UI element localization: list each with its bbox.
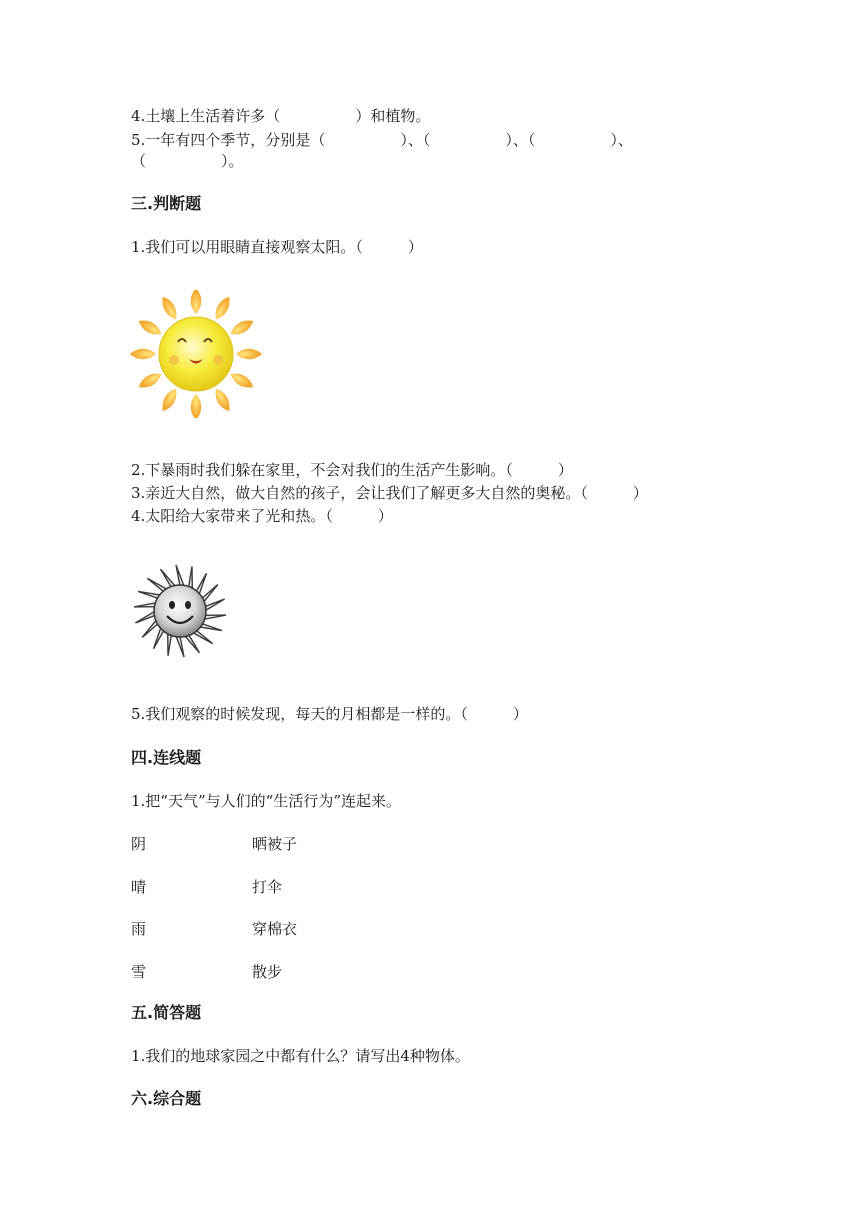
question-match-1: 1.把“天气”与人们的“生活行为”连起来。 xyxy=(131,792,401,810)
sun-cartoon-color-icon xyxy=(128,290,266,418)
section-heading-match: 四.连线题 xyxy=(131,748,202,767)
question-judge-2: 2.下暴雨时我们躲在家里，不会对我们的生活产生影响。（ ） xyxy=(131,461,573,479)
question-fill-5-line2: （ ）。 xyxy=(131,152,244,170)
sun-cartoon-gray-icon xyxy=(128,561,232,661)
question-judge-5: 5.我们观察的时候发现，每天的月相都是一样的。（ ） xyxy=(131,705,528,723)
section-heading-short-answer: 五.简答题 xyxy=(131,1003,202,1022)
section-heading-judge: 三.判断题 xyxy=(131,194,202,213)
match-right-item: 散步 xyxy=(252,963,283,981)
match-left-item: 阴 xyxy=(131,835,147,853)
question-short-answer-1: 1.我们的地球家园之中都有什么？请写出4种物体。 xyxy=(131,1047,470,1065)
question-judge-3: 3.亲近大自然，做大自然的孩子，会让我们了解更多大自然的奥秘。（ ） xyxy=(131,484,648,502)
match-left-item: 雨 xyxy=(131,920,147,938)
question-fill-4: 4.土壤上生活着许多（ ）和植物。 xyxy=(131,107,431,125)
match-left-item: 晴 xyxy=(131,878,147,896)
question-judge-4: 4.太阳给大家带来了光和热。（ ） xyxy=(131,507,393,525)
match-left-item: 雪 xyxy=(131,963,147,981)
question-judge-1: 1.我们可以用眼睛直接观察太阳。（ ） xyxy=(131,238,423,256)
match-right-item: 晒被子 xyxy=(252,835,298,853)
match-right-item: 打伞 xyxy=(252,878,283,896)
match-right-item: 穿棉衣 xyxy=(252,920,298,938)
question-fill-5-line1: 5.一年有四个季节，分别是（ ）、（ ）、（ ）、 xyxy=(131,131,633,149)
section-heading-comprehensive: 六.综合题 xyxy=(131,1089,202,1108)
